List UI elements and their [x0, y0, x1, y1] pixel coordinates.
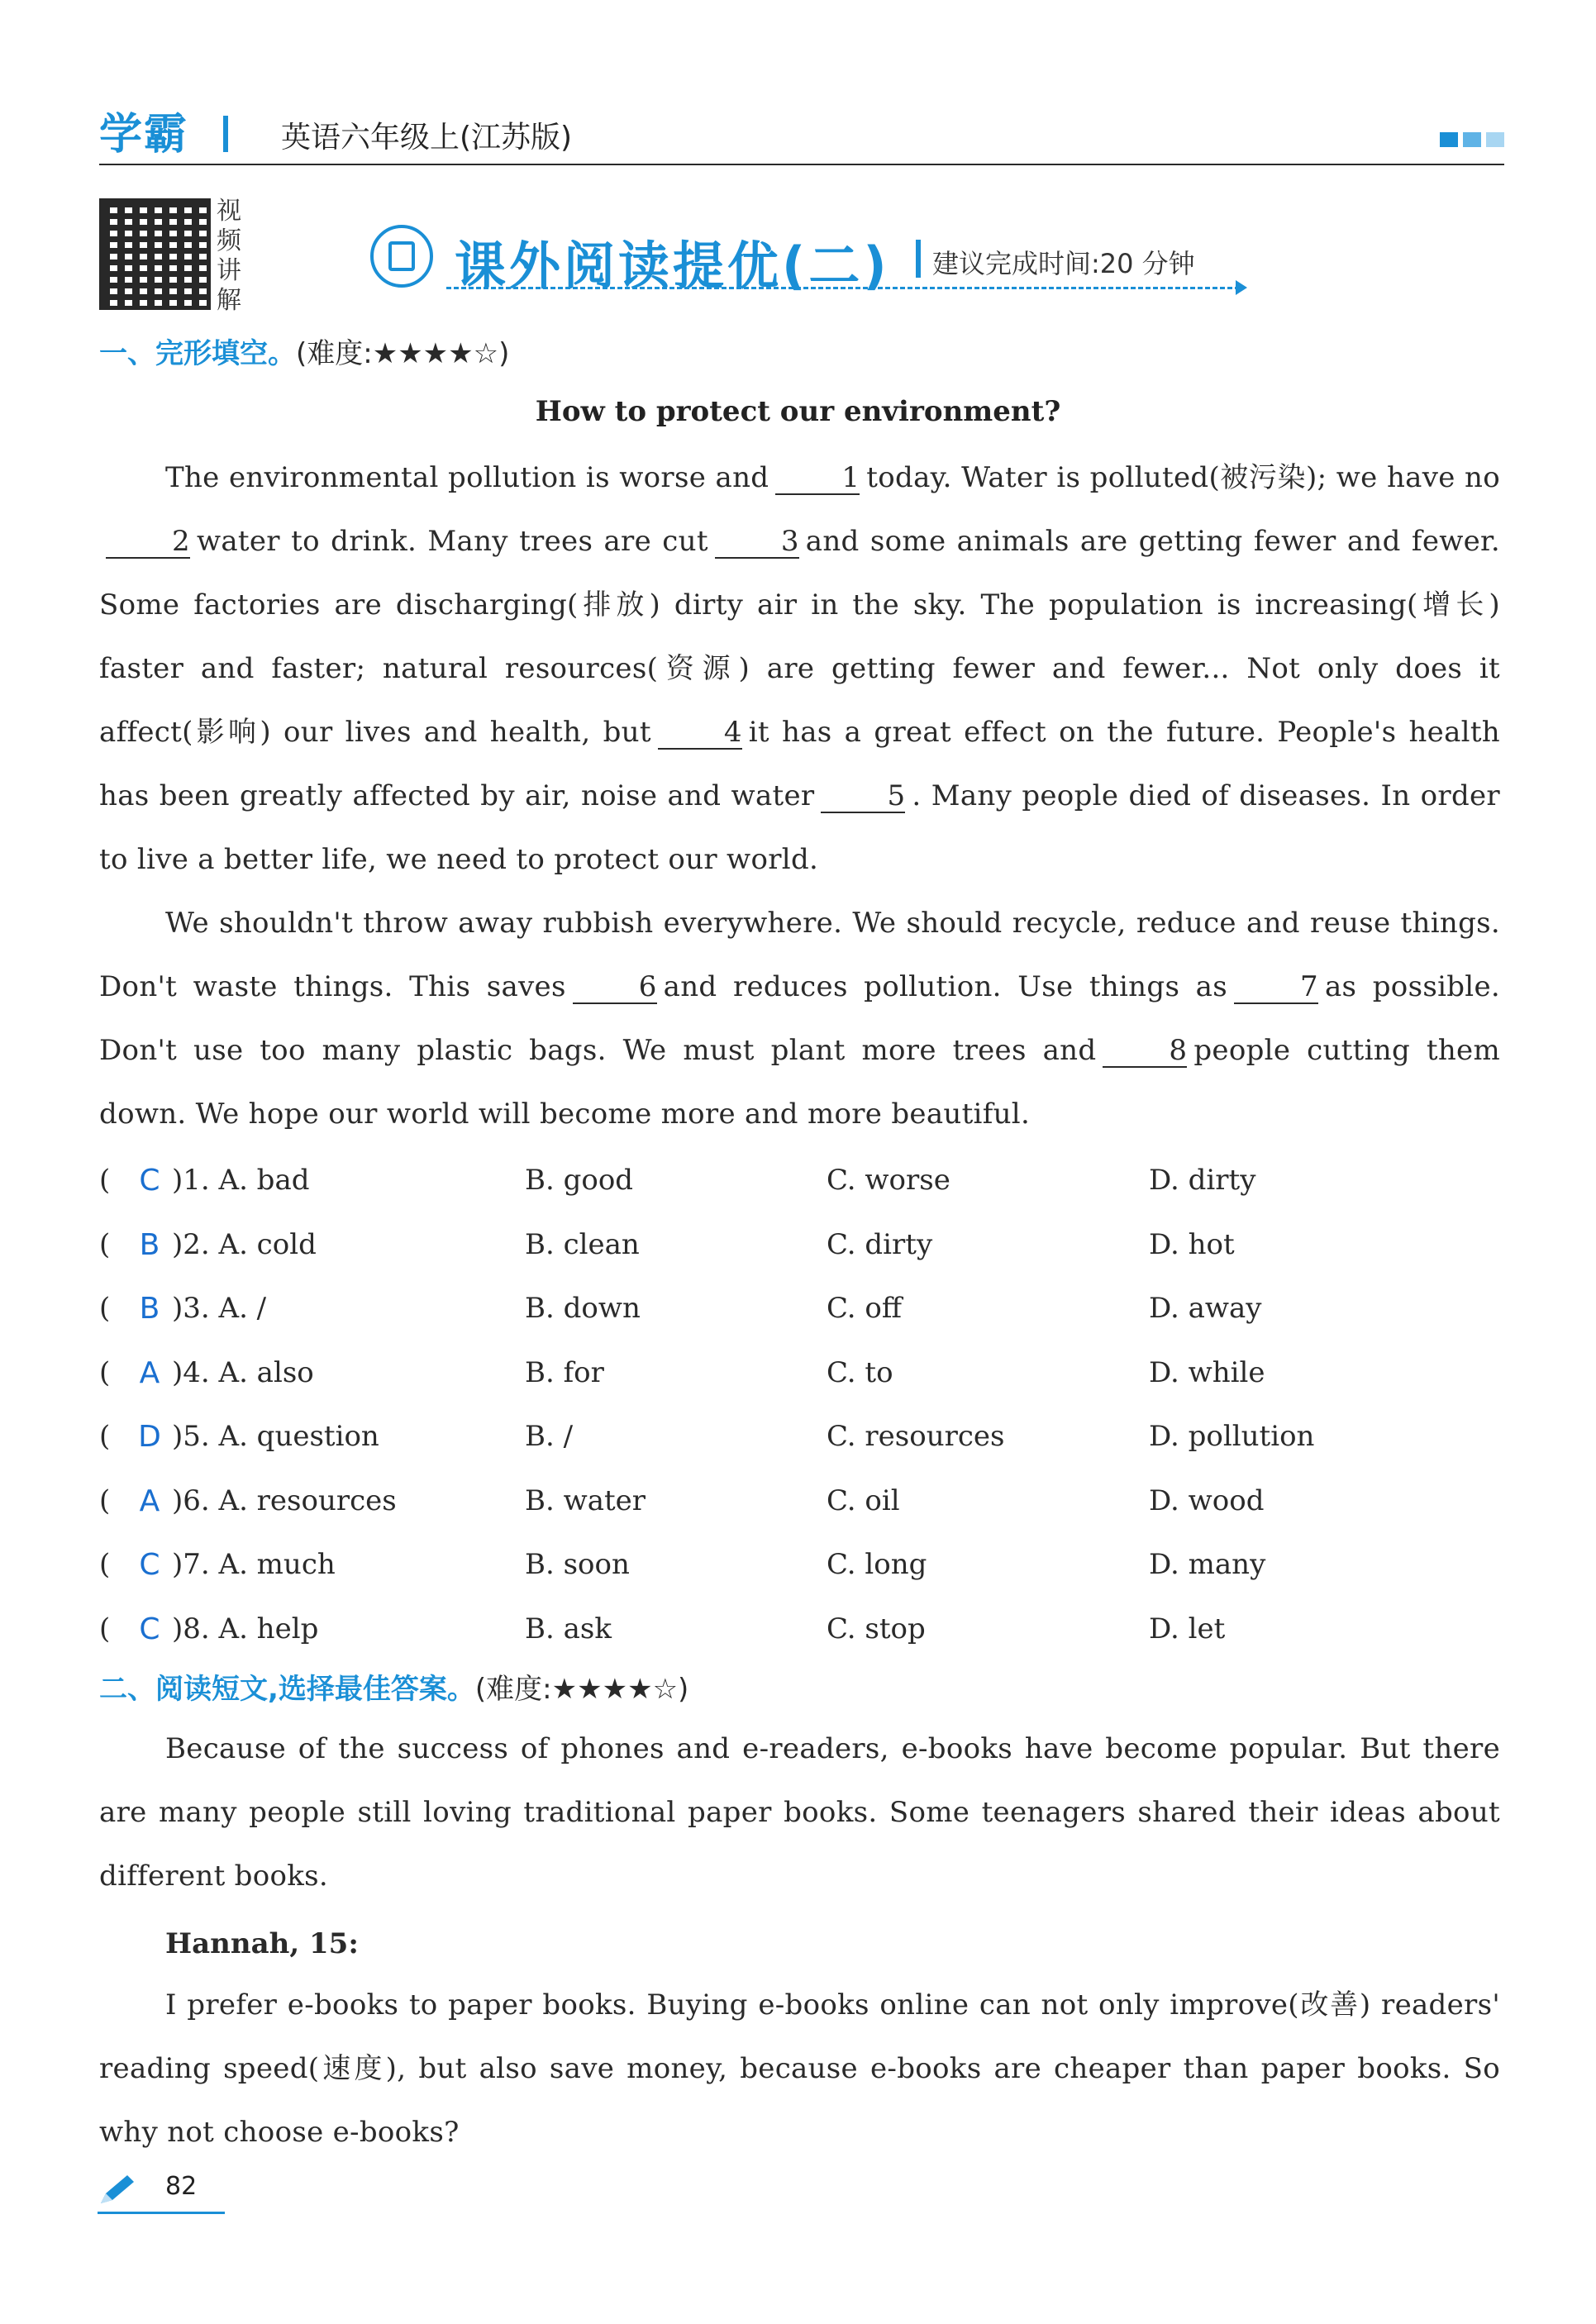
answer-paren: (	[99, 1164, 111, 1197]
speaker-name: Hannah, 15:	[165, 1927, 359, 1960]
qr-code-icon[interactable]	[99, 198, 211, 310]
answer-choice[interactable]: C	[139, 1164, 160, 1198]
header-rule	[99, 164, 1504, 165]
cloze-blank-5[interactable]: 5	[821, 780, 905, 813]
title-divider	[916, 240, 921, 278]
time-hint: 建议完成时间:20 分钟	[932, 248, 1195, 279]
option-a[interactable]: )6. A. resources	[172, 1483, 397, 1517]
answer-paren: (	[99, 1355, 111, 1389]
option-b[interactable]: B. /	[525, 1420, 574, 1453]
option-c[interactable]: C. off	[827, 1292, 903, 1325]
cloze-blank-4[interactable]: 4	[658, 717, 742, 750]
option-a[interactable]: )5. A. question	[172, 1420, 379, 1453]
option-b[interactable]: B. water	[525, 1483, 646, 1517]
question-row	[99, 1533, 1504, 1598]
brand-divider	[223, 116, 228, 152]
cloze-paragraph-1	[99, 446, 1500, 892]
question-row	[99, 1598, 1504, 1662]
cloze-blank-8[interactable]: 8	[1103, 1035, 1187, 1068]
option-a[interactable]: )4. A. also	[172, 1355, 314, 1389]
option-a[interactable]: )3. A. /	[172, 1292, 267, 1325]
passage-text: today. Water is polluted(被污染); we have no	[866, 461, 1500, 494]
answer-paren: (	[99, 1612, 111, 1645]
option-a[interactable]: )7. A. much	[172, 1548, 336, 1581]
section-title: 课外阅读提优(二)	[455, 236, 890, 296]
book-icon	[370, 225, 433, 288]
option-a[interactable]: )8. A. help	[172, 1612, 319, 1645]
option-d[interactable]: D. pollution	[1149, 1420, 1315, 1453]
cloze-blank-1[interactable]: 1	[775, 462, 860, 495]
option-b[interactable]: B. soon	[525, 1548, 630, 1581]
option-c[interactable]: C. to	[827, 1355, 893, 1389]
question-row	[99, 1405, 1504, 1469]
passage-text: water to drink. Many trees are cut	[196, 525, 708, 558]
qr-label: 视频讲解	[217, 197, 241, 315]
passage-text: and some animals are getting fewer and fewer. Some factories are discharging(排放) dirty air in the sky. The population is increasing(增长) faster and faster; natural resources(资源) are getting fewer and fewer... Not only does it affect(影响) our lives and health, but	[99, 525, 1500, 749]
option-b[interactable]: B. clean	[525, 1227, 640, 1261]
option-d[interactable]: D. many	[1149, 1548, 1266, 1581]
answer-paren: (	[99, 1420, 111, 1453]
option-a[interactable]: )2. A. cold	[172, 1227, 317, 1261]
answer-choice[interactable]: D	[138, 1420, 161, 1454]
option-c[interactable]: C. long	[827, 1548, 927, 1581]
banner-dashed-line	[446, 287, 1240, 289]
answer-choice[interactable]: B	[139, 1227, 160, 1262]
option-d[interactable]: D. wood	[1149, 1483, 1265, 1517]
passage-text: The environmental pollution is worse and	[165, 461, 769, 494]
option-b[interactable]: B. ask	[525, 1612, 612, 1645]
footer-rule	[98, 2212, 225, 2214]
article-title: How to protect our environment?	[535, 395, 1061, 428]
hannah-text: I prefer e-books to paper books. Buying e-books online can not only improve(改善) readers' reading speed(速度), but also save money, because e-books are cheaper than paper books. So why not choose e-books?	[99, 1988, 1500, 2149]
part2-difficulty: (难度:★★★★☆)	[474, 1673, 689, 1706]
option-d[interactable]: D. hot	[1149, 1227, 1235, 1261]
part1-difficulty: (难度:★★★★☆)	[296, 337, 510, 370]
cloze-paragraph-2	[99, 892, 1500, 1146]
brand-logo: 学霸	[99, 110, 189, 160]
answer-choice[interactable]: C	[139, 1612, 160, 1646]
option-d[interactable]: D. while	[1149, 1355, 1265, 1389]
option-b[interactable]: B. good	[525, 1164, 634, 1197]
part2-heading	[99, 1666, 688, 1707]
reading-intro-text: Because of the success of phones and e-readers, e-books have become popular. But there are many people still loving traditional paper books. Some teenagers shared their ideas about different books.	[99, 1732, 1500, 1893]
question-row	[99, 1469, 1504, 1534]
passage-text: it has a great effect on the future. People's health has been greatly affected by air, noise and water	[99, 716, 1500, 812]
answer-paren: (	[99, 1483, 111, 1517]
header-square	[1463, 132, 1481, 147]
part1-heading-text: 一、完形填空。	[99, 337, 296, 370]
question-row	[99, 1149, 1504, 1213]
cloze-blank-2[interactable]: 2	[106, 526, 190, 559]
answer-paren: (	[99, 1292, 111, 1325]
reading-intro	[99, 1717, 1500, 1908]
option-c[interactable]: C. oil	[827, 1483, 900, 1517]
answer-options	[99, 1149, 1504, 1661]
option-c[interactable]: C. resources	[827, 1420, 1005, 1453]
arrow-right-icon	[1236, 280, 1247, 295]
option-b[interactable]: B. down	[525, 1292, 641, 1325]
option-d[interactable]: D. away	[1149, 1292, 1262, 1325]
option-c[interactable]: C. worse	[827, 1164, 950, 1197]
passage-text: as possible. Don't use too many plastic bags. We must plant more trees and	[99, 970, 1501, 1067]
question-row	[99, 1341, 1504, 1406]
header-squares	[1440, 132, 1504, 147]
header-square	[1486, 132, 1504, 147]
question-row	[99, 1277, 1504, 1341]
passage-text: We shouldn't throw away rubbish everywhere. We should recycle, reduce and reuse things. Don't waste things. This saves	[99, 907, 1500, 1003]
hannah-passage	[99, 1974, 1500, 2164]
option-d[interactable]: D. dirty	[1149, 1164, 1256, 1197]
pencil-icon	[98, 2174, 139, 2207]
option-c[interactable]: C. stop	[827, 1612, 926, 1645]
answer-choice[interactable]: B	[139, 1292, 160, 1326]
answer-choice[interactable]: C	[139, 1548, 160, 1582]
option-c[interactable]: C. dirty	[827, 1227, 933, 1261]
question-row	[99, 1213, 1504, 1278]
passage-text: and reduces pollution. Use things as	[663, 970, 1227, 1003]
cloze-blank-3[interactable]: 3	[715, 526, 799, 559]
answer-paren: (	[99, 1548, 111, 1581]
passage-text: . Many people died of diseases. In order to live a better life, we need to protect our world.	[99, 779, 1500, 876]
passage-text: people cutting them down. We hope our world will become more and more beautiful.	[99, 1034, 1501, 1131]
page-header	[99, 99, 1504, 165]
cloze-passage	[99, 446, 1500, 1146]
cloze-blank-6[interactable]: 6	[573, 971, 657, 1004]
answer-paren: (	[99, 1227, 111, 1261]
option-a[interactable]: )1. A. bad	[172, 1164, 310, 1197]
answer-choice[interactable]: A	[139, 1355, 160, 1390]
header-square	[1440, 132, 1458, 147]
part2-heading-text: 二、阅读短文,选择最佳答案。	[99, 1673, 475, 1706]
cloze-blank-7[interactable]: 7	[1234, 971, 1318, 1004]
book-title: 英语六年级上(江苏版)	[281, 121, 573, 155]
answer-choice[interactable]: A	[139, 1483, 160, 1518]
page-number: 82	[165, 2172, 198, 2201]
option-d[interactable]: D. let	[1149, 1612, 1226, 1645]
part1-heading	[99, 331, 509, 371]
option-b[interactable]: B. for	[525, 1355, 604, 1389]
